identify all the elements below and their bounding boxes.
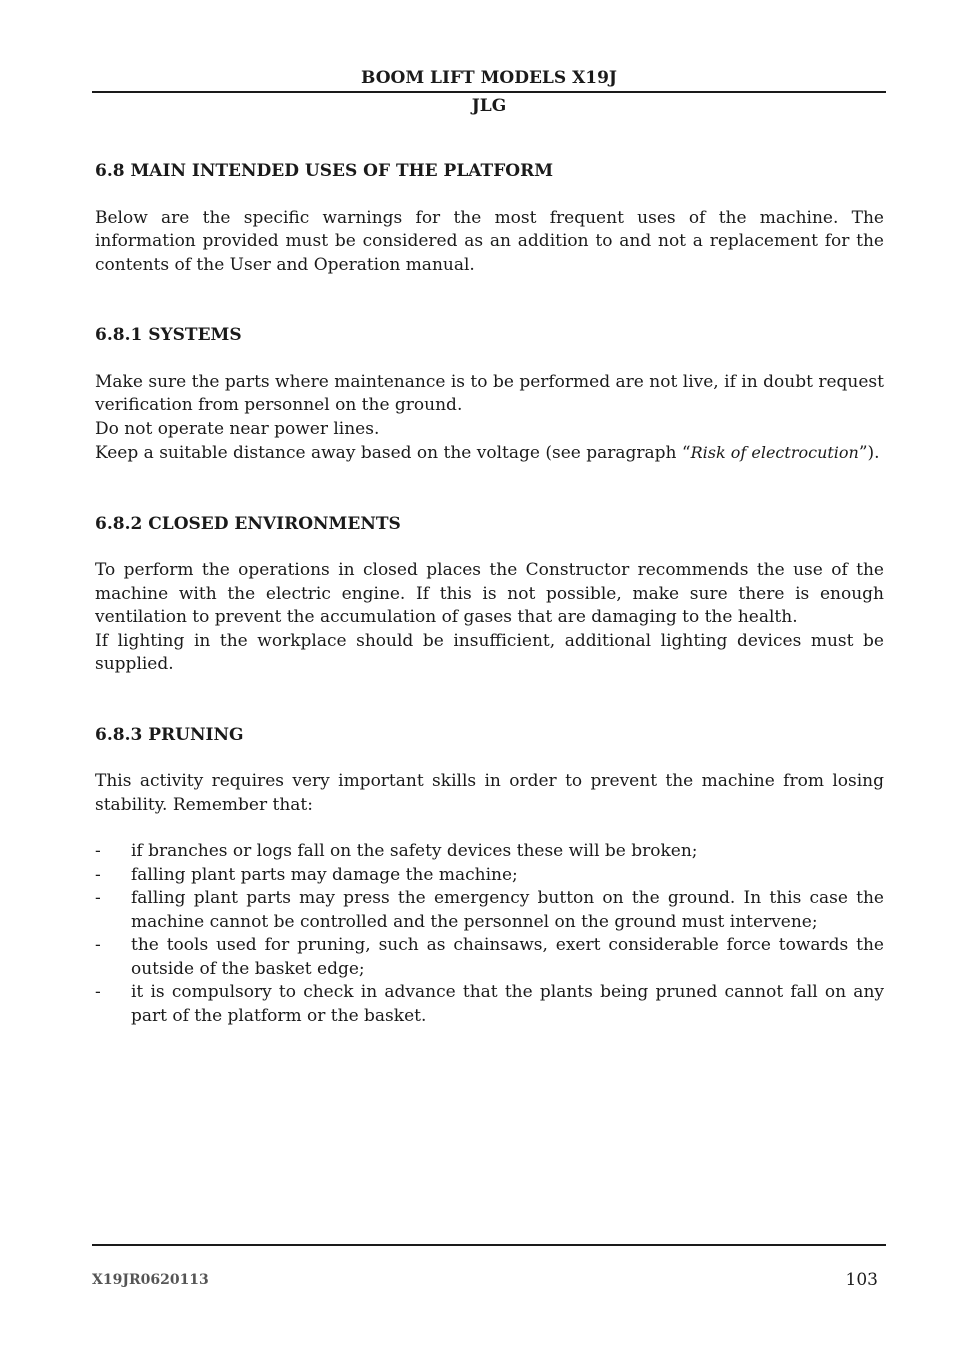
list-item: - falling plant parts may damage the machine; (95, 864, 884, 888)
document-code: X19JR0620113 (92, 1272, 209, 1288)
bullet-dash: - (95, 888, 101, 908)
section-heading-6-8-1: 6.8.1 SYSTEMS (95, 325, 242, 345)
section-heading-6-8-2: 6.8.2 CLOSED ENVIRONMENTS (95, 513, 401, 534)
page-content (95, 160, 884, 1028)
bullet-dash: - (95, 864, 101, 885)
systems-line-1: Make sure the parts where maintenance is to be performed are not live, if in doubt request verification from personnel on the ground. (95, 371, 884, 415)
pruning-warnings-list (95, 840, 884, 1028)
systems-line-2: Do not operate near power lines. (95, 418, 380, 439)
bullet-dash: - (95, 982, 101, 1002)
list-item: - falling plant parts may press the emergency button on the ground. In this case the machine cannot be controlled and the personnel on the ground must intervene; (95, 888, 884, 932)
bullet-dash: - (95, 935, 101, 955)
page-number: 103 (845, 1270, 878, 1290)
systems-line-3-before: Keep a suitable distance away based on the voltage (see paragraph “ (95, 443, 691, 463)
list-item: - if branches or logs fall on the safety devices these will be broken; (95, 840, 884, 864)
footer-divider (92, 1244, 886, 1246)
header-divider (92, 91, 886, 93)
header-brand: JLG (471, 96, 507, 116)
closed-env-para-1: To perform the operations in closed places the Constructor recommends the use of the machine with the electric engine. If this is not possible, make sure there is enough ventilation to prevent the accumulation of gases that are damaging to the health. (95, 560, 884, 627)
header-title: BOOM LIFT MODELS X19J (361, 68, 617, 88)
bullet-dash: - (95, 841, 101, 861)
electrocution-reference: Risk of electrocution (690, 443, 859, 462)
closed-env-para-2: If lighting in the workplace should be insufficient, additional lighting devices must be supplied. (95, 630, 884, 674)
systems-line-3 (95, 441, 884, 466)
section-6-8-intro: Below are the specific warnings for the most frequent uses of the machine. The information provided must be considered as an addition to and not a replacement for the contents of the User and Operation manual. (95, 207, 884, 275)
section-heading-6-8-3: 6.8.3 PRUNING (95, 724, 244, 745)
pruning-intro: This activity requires very important skills in order to prevent the machine from losing stability. Remember that: (95, 771, 884, 815)
systems-line-3-after: ”). (858, 443, 880, 463)
section-heading-6-8: 6.8 MAIN INTENDED USES OF THE PLATFORM (95, 161, 554, 181)
list-item: - the tools used for pruning, such as chainsaws, exert considerable force towards the outside of the basket edge; (95, 935, 884, 979)
list-item: - it is compulsory to check in advance that the plants being pruned cannot fall on any part of the platform or the basket. (95, 982, 884, 1026)
